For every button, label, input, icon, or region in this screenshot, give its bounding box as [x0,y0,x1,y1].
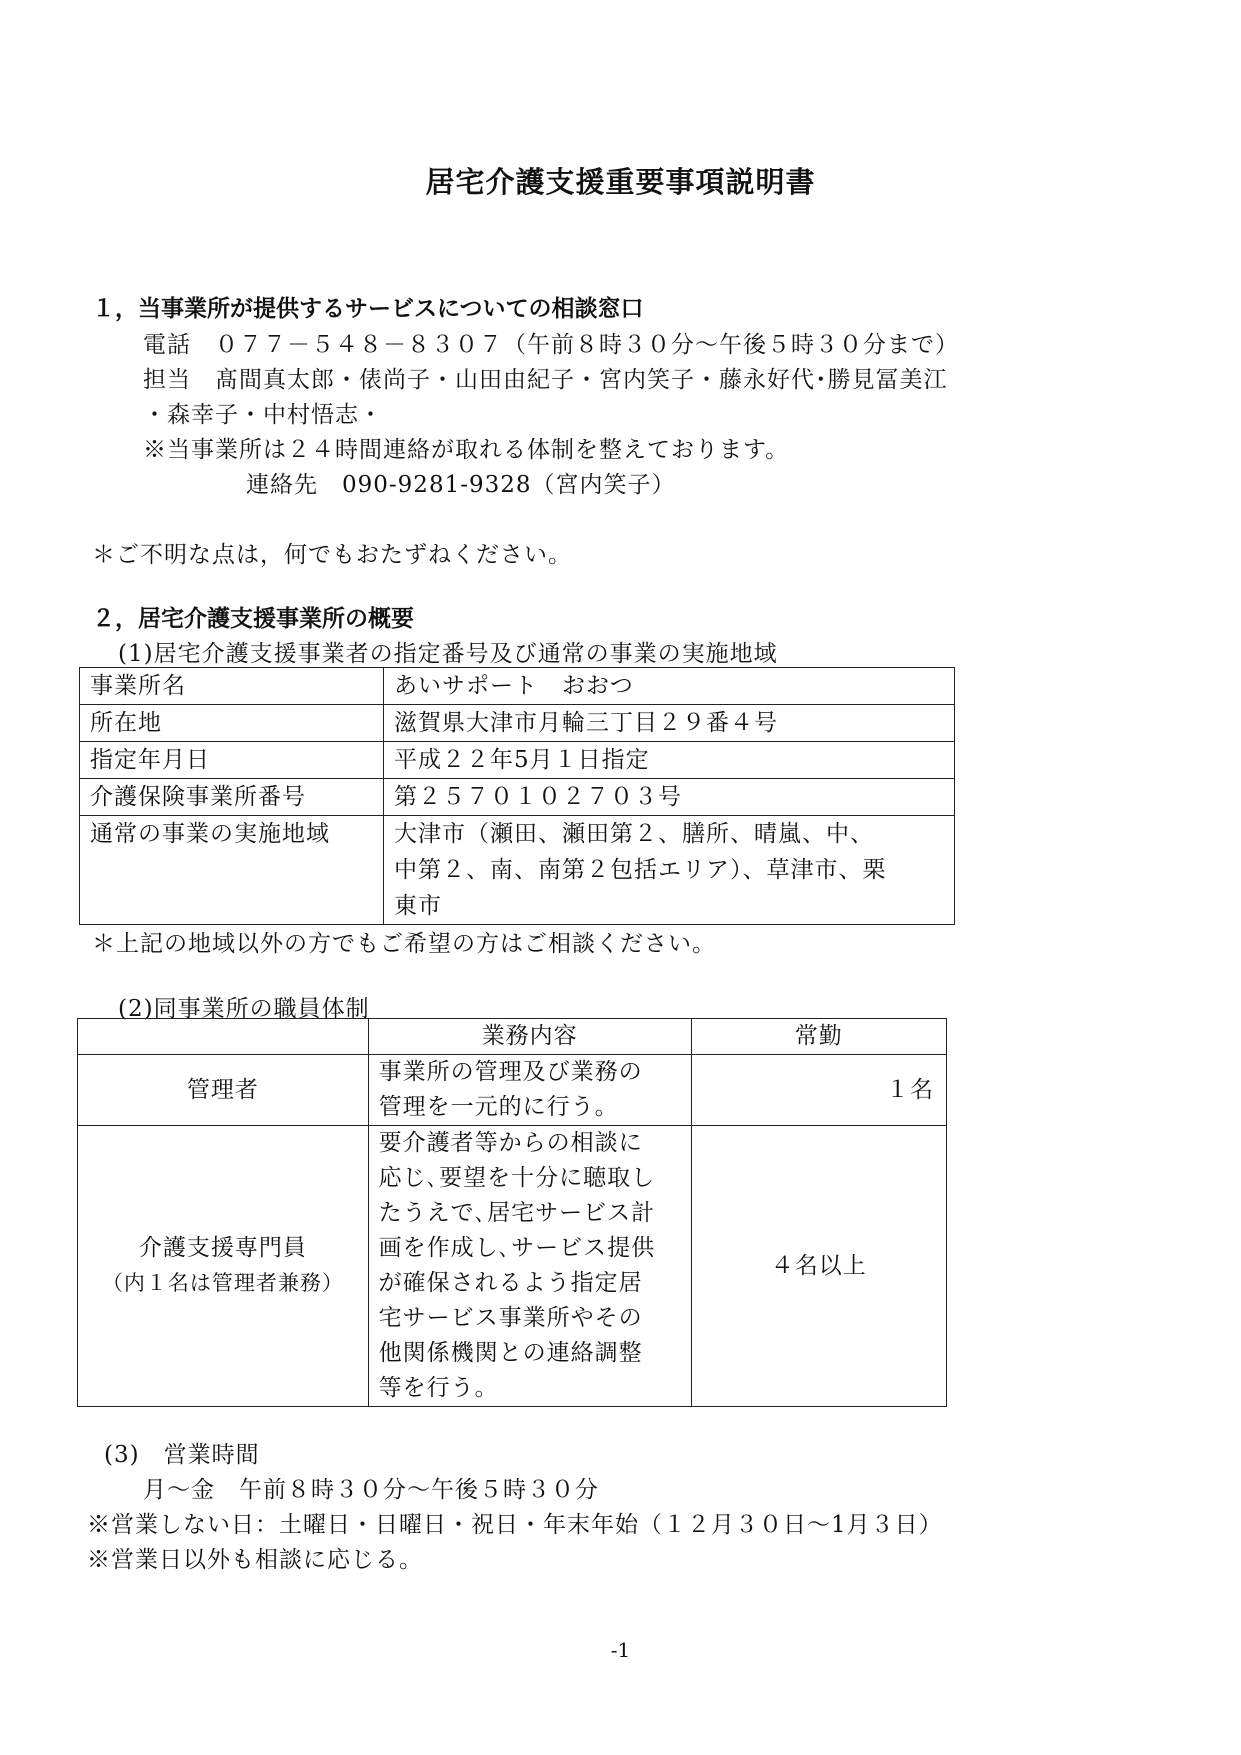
staff-line-2: ・森幸子・中村悟志・ [143,402,383,428]
area-note: ＊上記の地域以外の方でもご希望の方はご相談ください。 [92,931,716,957]
role-manager: 管理者 [78,1055,369,1126]
phone-line: 電話 ０７７－５４８－８３０７（午前８時３０分～午後５時３０分まで） [143,332,959,358]
office-info-table [79,667,955,925]
contact-line: 連絡先 090-9281-9328（宮内笑子） [246,472,676,498]
designation-date-value: 平成２２年5月１日指定 [383,742,954,779]
table-row [78,1126,947,1407]
24h-note: ※当事業所は２４時間連絡が取れる体制を整えております。 [143,437,790,463]
service-area-value [383,816,954,925]
address-value: 滋賀県大津市月輪三丁目２９番４号 [383,705,954,742]
duty-line: 他関係機関との連絡調整 [378,1340,643,1366]
table-row [80,816,955,925]
table-row [80,668,955,705]
table-row [80,779,955,816]
table-row [80,705,955,742]
care-manager-count: ４名以上 [691,1126,946,1407]
inquiry-note: ＊ご不明な点は，何でもおたずねください。 [92,542,572,568]
page-number: -1 [610,1638,631,1662]
duty-line: 応じ､要望を十分に聴取し [378,1165,656,1191]
role-name: 介護支援専門員 [138,1235,307,1261]
duty-line: 管理を一元的に行う。 [378,1094,619,1120]
header-duty: 業務内容 [368,1019,691,1055]
role-care-manager [78,1126,369,1407]
section2-heading: ２，居宅介護支援事業所の概要 [92,606,414,632]
duty-line: 画を作成し､サービス提供 [378,1235,656,1261]
closed-days: ※営業しない日：土曜日・日曜日・祝日・年末年始（１２月３０日～1月３日） [87,1512,943,1538]
subsection1-title: (1)居宅介護支援事業者の指定番号及び通常の事業の実施地域 [118,641,778,667]
staff-table [77,1018,947,1407]
consult-note: ※営業日以外も相談に応じる。 [87,1547,423,1573]
address-label: 所在地 [80,705,384,742]
table-row [78,1055,947,1126]
service-area-label: 通常の事業の実施地域 [80,816,384,925]
care-manager-duty [368,1126,691,1407]
service-area-line: 東市 [393,893,442,919]
section1-heading: １，当事業所が提供するサービスについての相談窓口 [92,296,644,322]
document-title: 居宅介護支援重要事項説明書 [425,165,816,199]
office-name-value: あいサポート おおつ [383,668,954,705]
duty-line: たうえで､居宅サービス計 [378,1200,656,1226]
header-blank [78,1019,369,1055]
role-note: （内１名は管理者兼務） [101,1271,344,1295]
duty-line: 事業所の管理及び業務の [378,1059,643,1085]
table-header-row [78,1019,947,1055]
table-row [80,742,955,779]
service-area-line: 大津市（瀬田、瀬田第２、膳所、晴嵐、中、 [393,821,874,847]
service-area-line: 中第２、南、南第２包括エリア）、草津市、栗 [393,857,887,883]
subsection3-title: (3) 営業時間 [104,1442,260,1468]
duty-line: 要介護者等からの相談に [378,1130,643,1156]
business-hours: 月～金 午前８時３０分～午後５時３０分 [143,1477,599,1503]
duty-line: 宅サービス事業所やその [378,1305,643,1331]
header-fulltime: 常勤 [691,1019,946,1055]
subsection2-title: (2)同事業所の職員体制 [118,996,370,1022]
manager-duty [368,1055,691,1126]
office-number-label: 介護保険事業所番号 [80,779,384,816]
manager-count: １名 [691,1055,946,1126]
office-name-label: 事業所名 [80,668,384,705]
designation-date-label: 指定年月日 [80,742,384,779]
staff-line-1: 担当 髙間真太郎・俵尚子・山田由紀子・宮内笑子・藤永好代･勝見冨美江 [143,367,948,393]
duty-line: 等を行う。 [378,1375,499,1401]
office-number-value: 第２５７０１０２７０３号 [383,779,954,816]
duty-line: が確保されるよう指定居 [378,1270,643,1296]
